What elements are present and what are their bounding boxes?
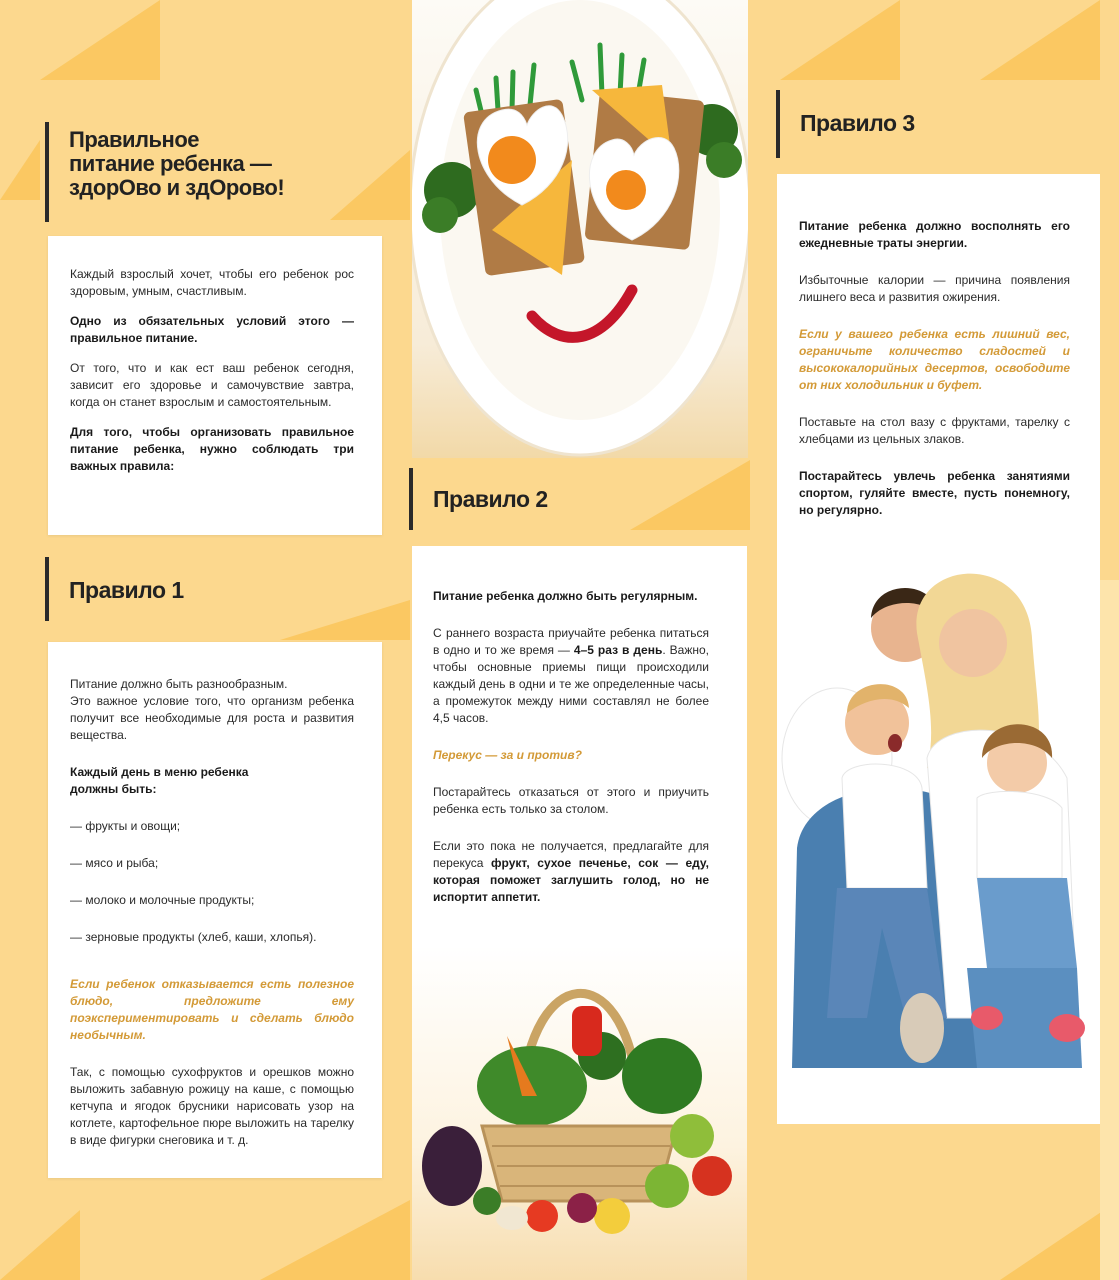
bg-shape (280, 600, 410, 640)
rule1-title: Правило 1 (69, 577, 184, 603)
list-item: — фрукты и овощи; (70, 819, 181, 833)
intro-card (48, 236, 382, 535)
bg-shape (780, 0, 900, 80)
bg-shape (980, 0, 1100, 80)
rule2-highlight: Перекус — за и против? (433, 748, 582, 762)
rule1-text-bold: Каждый день в меню ребенка должны быть: (70, 765, 249, 796)
intro-paragraph-bold: Для того, чтобы организовать правильное питание ребенка, нужно соблюдать три важных правила: (70, 425, 354, 473)
list-item: — молоко и молочные продукты; (70, 893, 255, 907)
rule1-highlight: Если ребенок отказывается есть полезное блюдо, предложите ему поэкспериментировать и сделать блюдо необычным. (70, 977, 354, 1042)
title-line: питание ребенка — (69, 151, 272, 176)
bg-shape (0, 140, 40, 200)
rule2-text-bold: 4–5 раз в день (573, 643, 663, 657)
main-title (45, 122, 284, 222)
bg-shape (330, 150, 410, 220)
rule1-heading (45, 557, 184, 621)
rule3-highlight: Если у вашего ребенка есть лишний вес, ограничьте количество сладостей и высококалорийных десертов, освободите от них холодильник и буфет. (799, 327, 1070, 392)
rule2-text: С раннего возраста приучайте ребенка питаться в одно и то же время — (433, 626, 709, 657)
rule1-text: Так, с помощью сухофруктов и орешков можно выложить забавную рожицу на каше, с помощью кетчупа и ягодок брусники нарисовать узор на котлете, картофельное пюре выложить на тарелку в виде фигурки снеговика и т. д. (70, 1065, 354, 1147)
funny-face-plate-photo (412, 0, 748, 458)
rule2-text: Если это пока не получается, предлагайте для перекуса (433, 839, 709, 870)
rule1-card (48, 642, 382, 1178)
rule3-text: Поставьте на стол вазу с фруктами, тарелку с хлебцами из цельных злаков. (799, 415, 1070, 446)
intro-paragraph-bold: Одно из обязательных условий этого — правильное питание. (70, 314, 354, 345)
rule3-title: Правило 3 (800, 110, 915, 136)
list-item: — зерновые продукты (хлеб, каши, хлопья). (70, 930, 317, 944)
rule2-text-bold: Питание ребенка должно быть регулярным. (433, 589, 698, 603)
title-line: Правильное (69, 127, 199, 152)
rule3-text-bold: Питание ребенка должно восполнять его ежедневные траты энергии. (799, 219, 1070, 250)
bg-panel (1100, 580, 1119, 1280)
family-photo (777, 548, 1100, 1094)
rule2-heading (409, 468, 548, 530)
bg-shape (40, 0, 160, 80)
list-item: — мясо и рыба; (70, 856, 159, 870)
rule2-text: Постарайтесь отказаться от этого и приучить ребенка есть только за столом. (433, 785, 709, 816)
food-list (70, 818, 354, 946)
intro-paragraph: Каждый взрослый хочет, чтобы его ребенок рос здоровым, умным, счастливым. (70, 267, 354, 298)
rule2-text: . Важно, чтобы основные приемы пищи происходили каждый день в одни и те же определенные часы, а промежуток между ними составлял не более 4,5 часов. (433, 643, 709, 725)
rule3-text: Избыточные калории — причина появления лишнего веса и развития ожирения. (799, 273, 1070, 304)
bg-shape (260, 1200, 410, 1280)
rule2-text-bold: фрукт, сухое печенье, сок — еду, которая поможет заглушить голод, но не испортит аппетит. (433, 856, 710, 904)
vegetable-basket-photo (412, 946, 747, 1280)
rule2-card (412, 546, 747, 946)
bg-shape (0, 1210, 80, 1280)
rule1-text: Питание должно быть разнообразным. (70, 677, 288, 691)
rule2-title: Правило 2 (433, 486, 548, 512)
title-line: здорОво и здОрово! (69, 175, 285, 200)
rule3-heading (776, 90, 915, 158)
intro-paragraph: От того, что и как ест ваш ребенок сегодня, зависит его здоровье и самочувствие завтра, когда он станет взрослым и самостоятельным. (70, 361, 354, 409)
rule3-text-bold: Постарайтесь увлечь ребенка занятиями спортом, гуляйте вместе, пусть понемногу, но регулярно. (799, 469, 1070, 517)
bg-shape (630, 460, 750, 530)
rule1-text: Это важное условие того, что организм ребенка получит все необходимые для роста и развития вещества. (70, 694, 354, 742)
